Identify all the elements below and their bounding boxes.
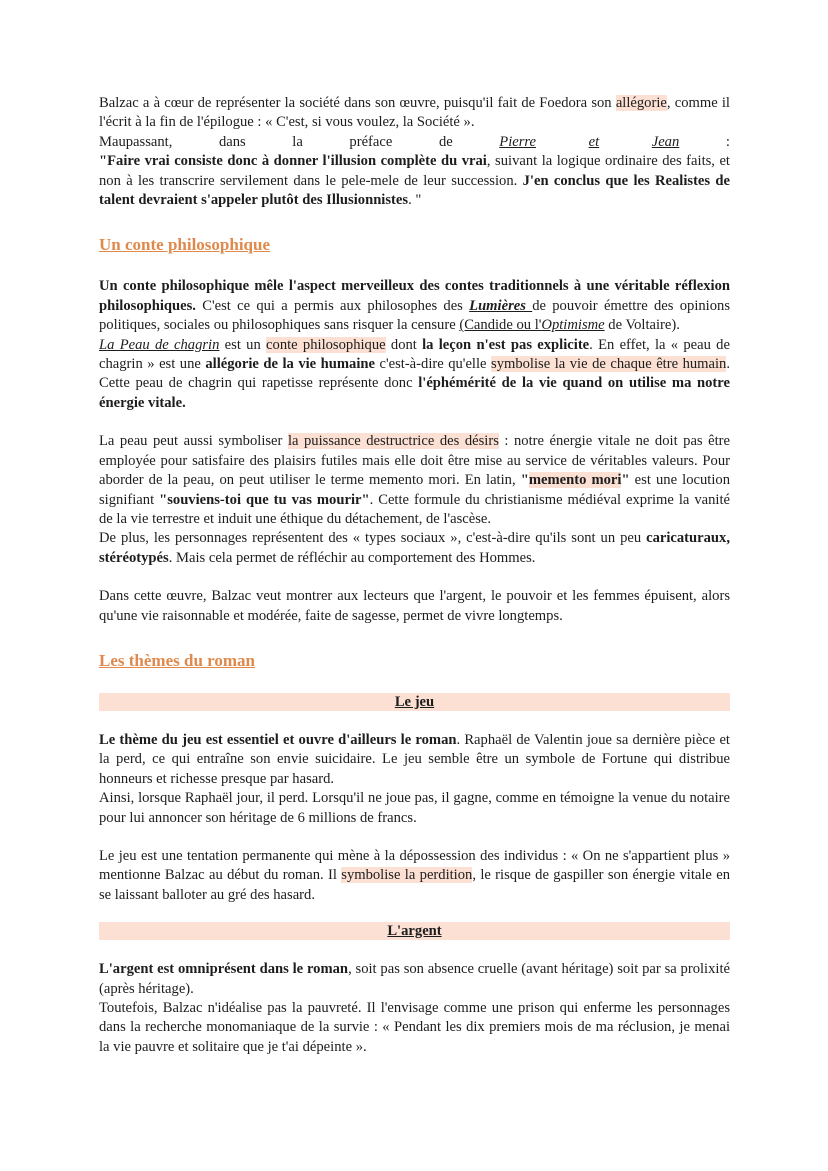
heading-conte-philosophique: Un conte philosophique	[99, 235, 270, 255]
paragraph-conte-definition	[99, 277, 730, 335]
word: et	[588, 133, 600, 150]
text: (Candide ou l'	[459, 317, 542, 334]
text: Le jeu est une tentation permanente qui mène à la dépossession des individus : « On ne s'appartient plus » mentionne Balzac au début du roman. Il	[99, 847, 730, 884]
heading-themes-du-roman: Les thèmes du roman	[99, 650, 255, 670]
bold-text: caricaturaux, stéréotypés	[99, 530, 730, 566]
text: . En effet, la « peau de chagrin » est une	[99, 336, 730, 373]
section-bar-l-argent: L'argent	[99, 922, 730, 940]
highlight-allegorie: allégorie	[615, 95, 667, 111]
word: Maupassant,	[99, 133, 173, 150]
word: Pierre	[499, 133, 537, 150]
text: c'est-à-dire qu'elle	[375, 356, 492, 373]
text: , suivant la logique ordinaire des faits, et non à les transcrire servilement dans le pele-mele de leur succession.	[99, 153, 730, 189]
text: . "	[408, 192, 422, 209]
paragraph-argent-omnipresent	[99, 960, 730, 999]
lumieres-term: Lumières	[469, 297, 533, 314]
text: est un	[219, 336, 267, 353]
spacer	[99, 568, 730, 587]
text: , comme il l'écrit à la fin de l'épilogue : « C'est, si vous voulez, la Société ».	[99, 95, 730, 131]
text: . Raphaël de Valentin joue sa dernière pièce et la perd, ce qui entraîne son envie suicidaire. Le jeu semble être un symbole de Fortune qui distribue honneurs et richesse presque par hasard.	[99, 731, 730, 787]
text: est une locution signifiant	[99, 472, 730, 508]
text: . Mais cela permet de réfléchir au comportement des Hommes.	[168, 549, 536, 566]
word: préface	[349, 133, 393, 150]
text: dont	[385, 336, 423, 353]
text: La peau peut aussi symboliser	[99, 433, 288, 450]
candide-reference	[459, 317, 604, 333]
bold-text: "souviens-toi que tu vas mourir"	[159, 491, 370, 508]
text: . Cette formule du christianisme médiéval exprime la vanité de la vie terrestre et induit une éthique du détachement, de l'ascèse.	[99, 491, 730, 527]
text: Balzac a à cœur de représenter la société dans son œuvre, puisqu'il fait de Foedora son	[99, 95, 616, 111]
text: de pouvoir émettre des opinions politiques, sociales ou philosophiques sans risquer la censure	[99, 297, 730, 334]
word: la	[292, 133, 303, 150]
bold-text: L'argent est omniprésent dans le roman	[99, 961, 349, 978]
text: , soit pas son absence cruelle (avant héritage) soit par sa prolixité (après héritage).	[99, 961, 730, 997]
highlight-perdition: symbolise la perdition	[341, 867, 473, 884]
bold-text: Le thème du jeu est essentiel et ouvre d'ailleurs le roman	[99, 731, 457, 748]
paragraph-conclusion: Dans cette œuvre, Balzac veut montrer aux lecteurs que l'argent, le pouvoir et les femmes épuisent, alors qu'une vie raisonnable et modérée, faite de sagesse, permet de vivre longtemps.	[99, 588, 730, 624]
text: C'est ce qui a permis aux philosophes des	[195, 297, 470, 314]
paragraph-puissance-desirs	[99, 432, 730, 529]
section-bar-le-jeu: Le jeu	[99, 693, 730, 711]
word: :	[725, 133, 730, 150]
bold-text: Un conte philosophique mêle l'aspect merveilleux des contes traditionnels à une véritable réflexion philosophiques.	[99, 278, 730, 314]
text: de Voltaire).	[604, 317, 680, 334]
paragraph-pauvrete: Toutefois, Balzac n'idéalise pas la pauvreté. Il l'envisage comme une prison qui enferme les personnages dans la recherche monomaniaque de la survie : « Pendant les dix premiers mois de ma réclusion, je menai la vie pauvre et solitaire que je t'ai dépeinte ».	[99, 1000, 730, 1055]
maupassant-quote	[99, 152, 730, 210]
quote-mark: "	[621, 472, 630, 489]
document-page	[99, 94, 730, 1057]
paragraph-balzac-societe	[99, 94, 730, 133]
work-title-peau-de-chagrin: La Peau de chagrin	[99, 336, 220, 353]
word: Jean	[651, 133, 680, 150]
highlight-conte: conte philosophique	[266, 336, 386, 353]
quote-bold: J'en conclus que les Realistes de talent devraient s'appeler plutôt des Illusionnistes	[99, 172, 730, 209]
highlight-symbolise: symbolise la vie de chaque être humain	[491, 356, 727, 373]
spacer	[99, 828, 730, 847]
paragraph-types-sociaux	[99, 529, 730, 568]
quote-mark: "	[520, 472, 529, 489]
spacer	[99, 413, 730, 432]
word: de	[438, 133, 453, 150]
paragraph-peau-de-chagrin	[99, 336, 730, 414]
text: : notre énergie vitale ne doit pas être employée pour satisfaire des plaisirs futiles mais elle doit être mise au service de véritables valeurs. Pour aborder de la peau, on peut utiliser le terme memento mori. En latin,	[99, 433, 731, 489]
highlight-desirs: la puissance destructrice des désirs	[287, 433, 499, 450]
bold-text: la leçon n'est pas explicite	[422, 336, 590, 353]
bold-text: allégorie de la vie humaine	[205, 356, 375, 373]
word: dans	[218, 133, 246, 150]
highlight-memento-mori: memento mori	[528, 472, 622, 489]
text: De plus, les personnages représentent des « types sociaux », c'est-à-dire qu'ils sont un peu	[99, 530, 647, 547]
text: . Cette peau de chagrin qui rapetisse représente donc	[99, 356, 730, 392]
bold-text: l'éphémérité de la vie quand on utilise ma notre énergie vitale.	[99, 375, 730, 411]
paragraph-tentation	[99, 847, 730, 905]
italic-text: Optimisme	[541, 317, 605, 334]
maupassant-line	[99, 133, 730, 152]
text: , le risque de gaspiller son énergie vitale en se laissant balloter au gré des hasard.	[99, 867, 730, 903]
work-title-pierre-et-jean	[499, 133, 679, 152]
paragraph-raphael-jeu: Ainsi, lorsque Raphaël jour, il perd. Lorsqu'il ne joue pas, il gagne, comme en témoigne la venue du notaire pour lui annoncer son héritage de 6 millions de francs.	[99, 790, 730, 826]
paragraph-theme-jeu	[99, 731, 730, 789]
quote-bold: "Faire vrai consiste donc à donner l'illusion complète du vrai	[99, 153, 487, 170]
